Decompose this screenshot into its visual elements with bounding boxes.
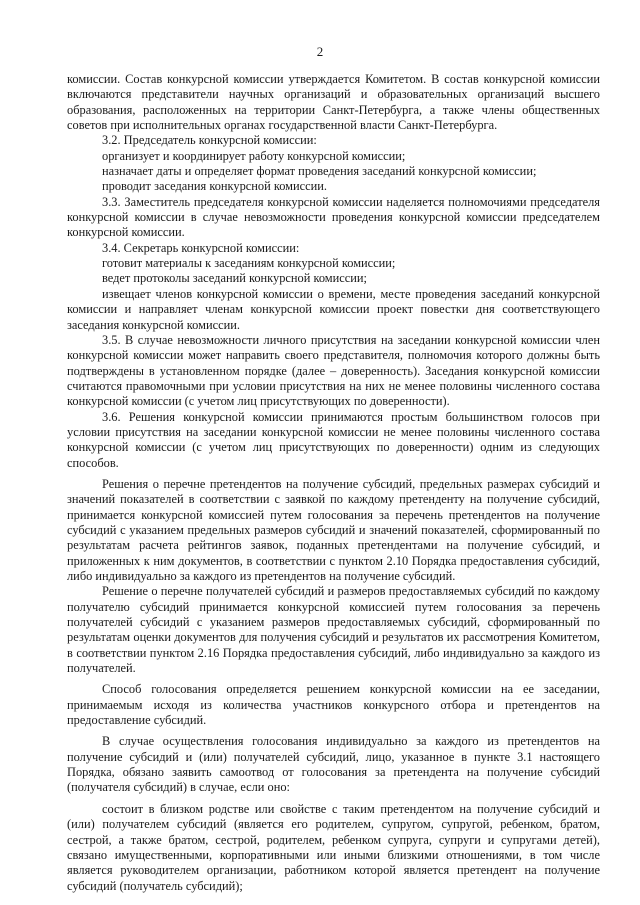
paragraph-commission-composition: комиссии. Состав конкурсной комиссии утверждается Комитетом. В состав конкурсной комиссии включаются представители научных организаций и образовательных организаций высшего образования, расположенных на территории Санкт-Петербурга, а также члены общественных советов при исполнительных органах государственной власти Санкт-Петербурга. (67, 72, 600, 133)
paragraph-3-5: 3.5. В случае невозможности личного присутствия на заседании конкурсной комиссии член конкурсной комиссии может направить своего представителя, полномочия которого должны быть подтверждены в установленном порядке (далее – доверенность). Заседания конкурсной комиссии считаются правомочными при условии присутствия на них не менее половины численного состава конкурсной комиссии (с учетом лиц присутствующих по доверенности). (67, 332, 600, 409)
paragraph-applicants-decision: Решения о перечне претендентов на получение субсидий, предельных размерах субсидий и значений показателей в соответствии с заявкой по каждому претенденту на получение субсидий, принимается конкурсной комиссией путем голосования за перечень претендентов на получение субсидий с указанием предельных размеров субсидий и значений показателей, сформированный по результатам расчета рейтингов заявок, поданных претендентами на получение субсидий, и приложенных к ним документов, в соответствии с пунктом 2.10 Порядка предоставления субсидий, либо индивидуально за каждого из претендентов на получение субсидий. (67, 476, 600, 583)
paragraph-3-3: 3.3. Заместитель председателя конкурсной комиссии наделяется полномочиями председателя конкурсной комиссии в случае невозможности проведения конкурсной комиссии председателем конкурсной комиссии. (67, 194, 600, 240)
paragraph-recipients-decision: Решение о перечне получателей субсидий и размеров предоставляемых субсидий по каждому получателю субсидий принимается конкурсной комиссией путем голосования за перечень получателей субсидий с указанием размеров предоставляемых субсидий, сформированный по результатам оценки документов для получения субсидий и результатов их рассмотрения Комитетом, в соответствии пунктом 2.16 Порядка предоставления субсидий, либо индивидуально за каждого из получателей. (67, 584, 600, 676)
paragraph-secretary-duty-1: готовит материалы к заседаниям конкурсной комиссии; (102, 256, 396, 271)
paragraph-individual-voting: В случае осуществления голосования индивидуально за каждого из претендентов на получение субсидий и (или) получателей субсидий, лицо, указанное в пункте 3.1 настоящего Порядка, обязано заявить самоотвод от голосования за претендента на получение субсидий (получателя субсидий) в случае, если оно: (67, 734, 600, 795)
paragraph-kinship-condition: состоит в близком родстве или свойстве с таким претендентом на получение субсидий и (или) получателем субсидий (является его родителем, супругом, супругой, ребенком, братом, сестрой, а также братом, сестрой, родителем, ребенком супруга, супруги и супругами детей), связано имущественными, корпоративными или иными близкими отношениями, в том числе является руководителем организации, работником которой является претендент на получение субсидий (получатель субсидий); (67, 801, 600, 893)
paragraph-chair-duty-1: организует и координирует работу конкурсной комиссии; (102, 148, 406, 163)
paragraph-3-2-heading: 3.2. Председатель конкурсной комиссии: (102, 133, 317, 148)
document-body (67, 72, 600, 894)
paragraph-3-6: 3.6. Решения конкурсной комиссии принимаются простым большинством голосов при условии присутствия на заседании конкурсной комиссии не менее половины численного состава конкурсной комиссии (с учетом лиц присутствующих по доверенности) одним из следующих способов. (67, 409, 600, 470)
paragraph-chair-duty-3: проводит заседания конкурсной комиссии. (102, 179, 328, 194)
paragraph-secretary-duty-3: извещает членов конкурсной комиссии о времени, месте проведения заседаний конкурсной комиссии и направляет членам конкурсной комиссии проект повестки дня соответствующего заседания конкурсной комиссии. (67, 286, 600, 332)
paragraph-secretary-duty-2: ведет протоколы заседаний конкурсной комиссии; (102, 271, 367, 286)
paragraph-3-4-heading: 3.4. Секретарь конкурсной комиссии: (102, 240, 300, 255)
paragraph-chair-duty-2: назначает даты и определяет формат проведения заседаний конкурсной комиссии; (102, 164, 537, 179)
page-number: 2 (316, 44, 324, 59)
paragraph-voting-method: Способ голосования определяется решением конкурсной комиссии на ее заседании, принимаемым исходя из количества участников конкурсного отбора и претендентов на предоставление субсидий. (67, 682, 600, 728)
